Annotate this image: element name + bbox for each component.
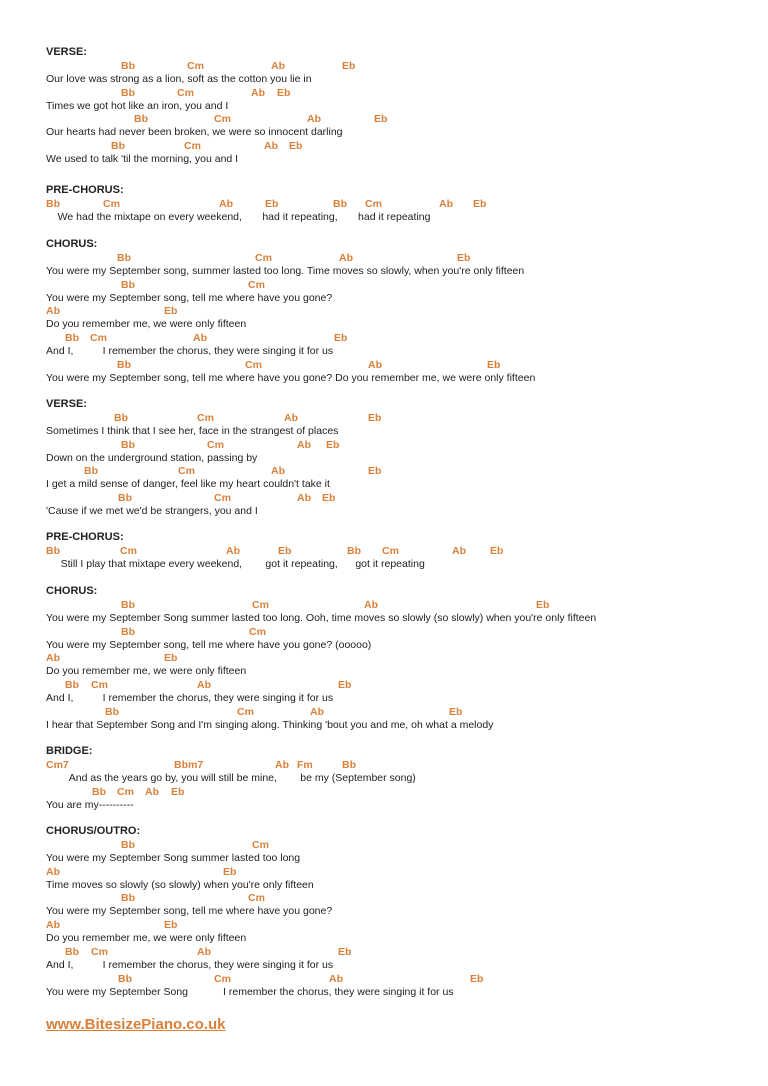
chord-label: Cm bbox=[365, 198, 382, 210]
chord-label: Bb bbox=[105, 705, 119, 718]
chord-row bbox=[46, 839, 746, 852]
chord-label: Eb bbox=[164, 305, 178, 318]
chord-label: Eb bbox=[265, 198, 279, 210]
lyric-line: You were my September song, tell me where have you gone? bbox=[46, 291, 333, 304]
chord-row bbox=[46, 465, 746, 478]
chord-label: Ab bbox=[145, 785, 159, 798]
chord-label: Ab bbox=[329, 972, 343, 985]
chord-label: Bb bbox=[121, 60, 135, 72]
chord-row bbox=[46, 679, 746, 692]
chord-label: Cm bbox=[245, 358, 262, 371]
chord-label: Eb bbox=[457, 252, 471, 264]
chord-label: Eb bbox=[338, 679, 352, 692]
chord-label: Cm bbox=[117, 785, 134, 798]
chord-label: Cm bbox=[207, 438, 224, 451]
chord-label: Bb bbox=[118, 972, 132, 985]
chord-label: Bb bbox=[117, 252, 131, 264]
lyric-line: You were my September Song summer lasted too long. Ooh, time moves so slowly (so slowly) when you're only fifteen bbox=[46, 612, 597, 624]
chord-label: Cm bbox=[197, 412, 214, 424]
chord-label: Ab bbox=[251, 86, 265, 99]
chord-label: Bb bbox=[118, 492, 132, 505]
lyric-line: You were my September song, tell me where have you gone? bbox=[46, 905, 333, 918]
chord-label: Ab bbox=[226, 545, 240, 557]
chord-row bbox=[46, 626, 746, 639]
chord-label: Eb bbox=[490, 545, 504, 557]
lyric-line: Our love was strong as a lion, soft as the cotton you lie in bbox=[46, 73, 312, 85]
chord-label: Bb bbox=[114, 412, 128, 424]
chord-label: Cm bbox=[214, 113, 231, 126]
chord-label: Ab bbox=[193, 332, 207, 345]
section-heading: VERSE: bbox=[46, 398, 87, 410]
chord-label: Cm7 bbox=[46, 759, 69, 771]
chord-label: Ab bbox=[197, 679, 211, 692]
chord-label: Ab bbox=[197, 945, 211, 958]
chord-row bbox=[46, 198, 746, 211]
lyric-line: Do you remember me, we were only fifteen bbox=[46, 932, 247, 945]
chord-label: Ab bbox=[46, 652, 60, 665]
chord-row bbox=[46, 412, 746, 425]
chord-row bbox=[46, 113, 746, 126]
chord-label: Eb bbox=[171, 785, 185, 798]
chord-label: Bb bbox=[121, 438, 135, 451]
chord-label: Bb bbox=[46, 198, 60, 210]
chord-label: Eb bbox=[223, 865, 237, 878]
chord-label: Cm bbox=[237, 705, 254, 718]
chord-label: Eb bbox=[342, 60, 356, 72]
chord-label: Eb bbox=[289, 140, 303, 153]
chord-row bbox=[46, 599, 746, 612]
lyric-line: Time moves so slowly (so slowly) when you're only fifteen bbox=[46, 878, 314, 891]
chord-label: Bbm7 bbox=[174, 759, 204, 771]
chord-label: Bb bbox=[134, 113, 148, 126]
lyric-line: I hear that September Song and I'm singing along. Thinking 'bout you and me, oh what a melody bbox=[46, 718, 494, 731]
chord-row bbox=[46, 87, 746, 100]
chord-label: Bb bbox=[121, 278, 135, 291]
chord-label: Bb bbox=[111, 140, 125, 153]
chord-label: Cm bbox=[214, 972, 231, 985]
chord-label: Bb bbox=[65, 945, 79, 958]
chord-label: Ab bbox=[452, 545, 466, 557]
chord-row bbox=[46, 866, 746, 879]
chord-label: Ab bbox=[439, 198, 453, 210]
chord-row bbox=[46, 332, 746, 345]
chord-label: Cm bbox=[214, 492, 231, 505]
lyric-line: Times we got hot like an iron, you and I bbox=[46, 99, 229, 112]
chord-label: Cm bbox=[177, 86, 194, 99]
chord-label: Cm bbox=[255, 252, 272, 264]
lyric-line: And I, I remember the chorus, they were singing it for us bbox=[46, 345, 334, 358]
lyric-line: Sometimes I think that I see her, face in the strangest of places bbox=[46, 425, 339, 437]
lyric-line: You were my September Song I remember the chorus, they were singing it for us bbox=[46, 985, 454, 998]
chord-label: Ab bbox=[271, 465, 285, 478]
chord-label: Eb bbox=[338, 945, 352, 958]
chord-label: Cm bbox=[120, 545, 137, 557]
chord-label: Bb bbox=[46, 545, 60, 557]
chord-label: Ab bbox=[46, 919, 60, 932]
lyric-line: You are my---------- bbox=[46, 798, 134, 811]
chord-row bbox=[46, 919, 746, 932]
chord-label: Cm bbox=[382, 545, 399, 557]
chord-label: Bb bbox=[84, 465, 98, 478]
chord-row bbox=[46, 252, 746, 265]
chord-label: Eb bbox=[487, 358, 501, 371]
chord-label: Eb bbox=[536, 599, 550, 611]
chord-label: Ab bbox=[297, 492, 311, 505]
section-heading: BRIDGE: bbox=[46, 745, 93, 757]
chord-label: Cm bbox=[90, 332, 107, 345]
lyric-line: You were my September song, tell me where have you gone? (ooooo) bbox=[46, 638, 372, 651]
section-heading: PRE-CHORUS: bbox=[46, 531, 124, 543]
chord-row bbox=[46, 279, 746, 292]
chord-row bbox=[46, 786, 746, 799]
chord-label: Eb bbox=[449, 705, 463, 718]
section-heading: VERSE: bbox=[46, 46, 87, 58]
chord-label: Bb bbox=[333, 198, 347, 210]
chord-row bbox=[46, 706, 746, 719]
chord-row bbox=[46, 359, 746, 372]
chord-label: Cm bbox=[187, 60, 204, 72]
chord-label: Bb bbox=[121, 599, 135, 611]
chord-row bbox=[46, 759, 746, 772]
chord-row bbox=[46, 652, 746, 665]
chord-label: Bb bbox=[121, 86, 135, 99]
chord-label: Eb bbox=[334, 332, 348, 345]
chord-label: Cm bbox=[91, 945, 108, 958]
section-heading: CHORUS: bbox=[46, 585, 98, 597]
chord-label: Cm bbox=[91, 679, 108, 692]
chord-label: Bb bbox=[121, 892, 135, 905]
chord-label: Cm bbox=[103, 198, 120, 210]
lyric-line: You were my September song, summer lasted too long. Time moves so slowly, when you're only fifteen bbox=[46, 265, 525, 277]
chord-label: Eb bbox=[368, 412, 382, 424]
chord-label: Cm bbox=[249, 625, 266, 638]
chord-label: Ab bbox=[271, 60, 285, 72]
chord-label: Eb bbox=[277, 86, 291, 99]
lyric-line: Do you remember me, we were only fifteen bbox=[46, 318, 247, 331]
chord-row bbox=[46, 60, 746, 73]
section-heading: CHORUS: bbox=[46, 238, 98, 250]
chord-label: Eb bbox=[470, 972, 484, 985]
chord-label: Eb bbox=[164, 919, 178, 932]
chord-label: Ab bbox=[46, 305, 60, 318]
chord-label: Ab bbox=[364, 599, 378, 611]
chord-label: Bb bbox=[347, 545, 361, 557]
chord-row bbox=[46, 973, 746, 986]
chord-label: Cm bbox=[248, 892, 265, 905]
chord-label: Ab bbox=[275, 759, 289, 771]
chord-label: Ab bbox=[297, 438, 311, 451]
lyric-line: Down on the underground station, passing by bbox=[46, 451, 258, 464]
chord-label: Cm bbox=[178, 465, 195, 478]
chord-label: Ab bbox=[310, 705, 324, 718]
section-heading: CHORUS/OUTRO: bbox=[46, 825, 141, 837]
chord-label: Bb bbox=[117, 358, 131, 371]
chord-label: Bb bbox=[65, 332, 79, 345]
chord-label: Ab bbox=[307, 113, 321, 126]
lyric-line: And as the years go by, you will still be mine, be my (September song) bbox=[46, 772, 416, 784]
chord-label: Cm bbox=[184, 140, 201, 153]
chord-label: Ab bbox=[368, 358, 382, 371]
lyric-line: Do you remember me, we were only fifteen bbox=[46, 665, 247, 678]
lyric-line: You were my September song, tell me where have you gone? Do you remember me, we were only fifteen bbox=[46, 371, 536, 384]
chord-row bbox=[46, 492, 746, 505]
chord-label: Ab bbox=[284, 412, 298, 424]
lyric-line: We used to talk 'til the morning, you and I bbox=[46, 153, 239, 166]
section-heading: PRE-CHORUS: bbox=[46, 184, 124, 196]
chord-row bbox=[46, 140, 746, 153]
chord-label: Bb bbox=[65, 679, 79, 692]
chord-label: Eb bbox=[326, 438, 340, 451]
lyric-line: You were my September Song summer lasted too long bbox=[46, 852, 301, 864]
lyric-line: I get a mild sense of danger, feel like my heart couldn't take it bbox=[46, 478, 330, 491]
chord-label: Ab bbox=[46, 865, 60, 878]
chord-label: Eb bbox=[278, 545, 292, 557]
chord-label: Ab bbox=[339, 252, 353, 264]
lyric-line: And I, I remember the chorus, they were singing it for us bbox=[46, 692, 334, 705]
chord-label: Eb bbox=[473, 198, 487, 210]
chord-row bbox=[46, 545, 746, 558]
chord-label: Bb bbox=[342, 759, 356, 771]
chord-label: Eb bbox=[374, 113, 388, 126]
chord-label: Eb bbox=[164, 652, 178, 665]
lyric-line: 'Cause if we met we'd be strangers, you and I bbox=[46, 505, 258, 518]
lyric-line: Still I play that mixtape every weekend, got it repeating, got it repeating bbox=[46, 558, 425, 570]
chord-label: Cm bbox=[252, 839, 269, 851]
chord-row bbox=[46, 305, 746, 318]
chord-label: Cm bbox=[248, 278, 265, 291]
chord-label: Bb bbox=[121, 839, 135, 851]
chord-label: Ab bbox=[264, 140, 278, 153]
chord-label: Eb bbox=[322, 492, 336, 505]
chord-label: Bb bbox=[121, 625, 135, 638]
chord-label: Ab bbox=[219, 198, 233, 210]
lyric-line: Our hearts had never been broken, we were so innocent darling bbox=[46, 126, 343, 139]
chord-label: Cm bbox=[252, 599, 269, 611]
chord-row bbox=[46, 892, 746, 905]
chord-row bbox=[46, 946, 746, 959]
chord-label: Bb bbox=[92, 785, 106, 798]
chord-label: Fm bbox=[297, 759, 313, 771]
website-link[interactable]: www.BitesizePiano.co.uk bbox=[46, 1016, 226, 1033]
lyric-line: And I, I remember the chorus, they were singing it for us bbox=[46, 958, 334, 971]
chord-label: Eb bbox=[368, 465, 382, 478]
chord-row bbox=[46, 439, 746, 452]
lyric-line: We had the mixtape on every weekend, had it repeating, had it repeating bbox=[46, 211, 431, 223]
